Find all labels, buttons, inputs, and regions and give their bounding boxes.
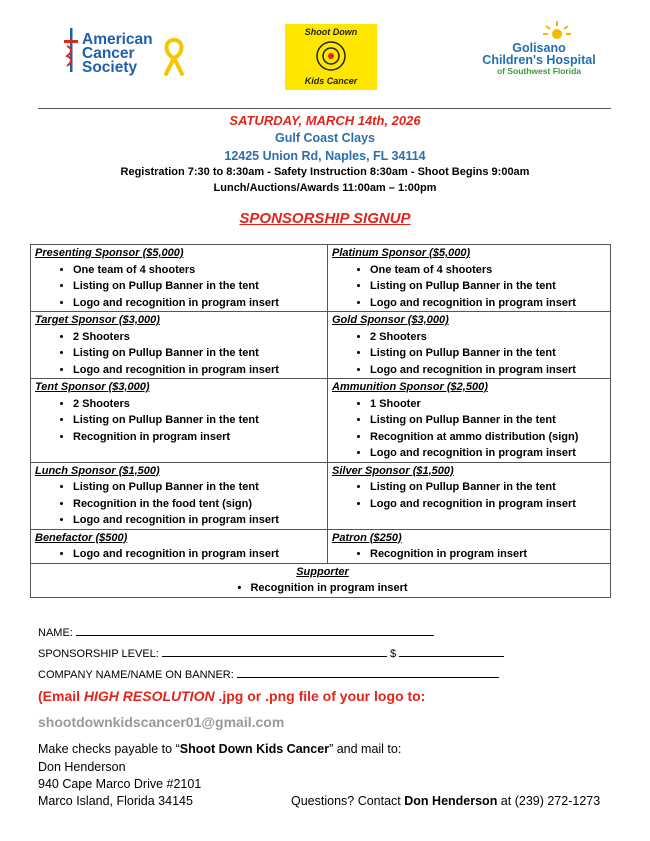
email-address[interactable]: shootdownkidscancer01@gmail.com: [38, 714, 285, 730]
benefit-item: • 2 Shooters: [73, 396, 327, 413]
sponsor-cell-target: Target Sponsor ($3,000) • 2 Shooters • Listing on Pullup Banner in the tent • Logo and recognition in program insert: [31, 312, 328, 379]
golisano-title: Golisano Children's Hospital: [482, 41, 596, 67]
benefit-item: • One team of 4 shooters: [370, 262, 610, 279]
email-instruction: (Email HIGH RESOLUTION .jpg or .png file of your logo to:: [38, 688, 426, 704]
contact-text: Questions? Contact Don Henderson at (239) 272-1273: [291, 794, 601, 808]
event-venue: Gulf Coast Clays: [274, 131, 376, 145]
sword-icon: [64, 28, 78, 76]
benefit-item: • Logo and recognition in program insert: [73, 546, 327, 563]
benefit-item: • Listing on Pullup Banner in the tent: [73, 479, 327, 496]
event-date: SATURDAY, MARCH 14th, 2026: [229, 113, 421, 128]
sponsor-cell-ammunition: Ammunition Sponsor ($2,500) • 1 Shooter • Listing on Pullup Banner in the tent • Recognition at ammo distribution (sign) • Logo and recognition in program insert: [328, 379, 611, 463]
sponsor-cell-silver: Silver Sponsor ($1,500) • Listing on Pullup Banner in the tent • Logo and recognition in program insert: [328, 462, 611, 529]
checks-payable-text: Make checks payable to “Shoot Down Kids Cancer” and mail to:: [38, 742, 402, 756]
benefit-item: • Logo and recognition in program insert: [370, 445, 610, 462]
benefit-item: • Listing on Pullup Banner in the tent: [370, 479, 610, 496]
supporter-item: • Recognition in program insert: [237, 582, 408, 594]
benefit-item: • Listing on Pullup Banner in the tent: [370, 345, 610, 362]
event-schedule-2: Lunch/Auctions/Awards 11:00am – 1:00pm: [213, 182, 437, 194]
benefit-item: • Logo and recognition in program insert: [370, 295, 610, 312]
benefit-item: • Listing on Pullup Banner in the tent: [73, 278, 327, 295]
shoot-down-kids-cancer-logo: Shoot Down Kids Cancer: [285, 24, 377, 90]
benefit-item: • 2 Shooters: [73, 329, 327, 346]
american-cancer-society-logo: American Cancer Society: [62, 24, 202, 80]
benefit-item: • 2 Shooters: [370, 329, 610, 346]
benefit-item: • Logo and recognition in program insert: [370, 362, 610, 379]
benefit-item: • Logo and recognition in program insert: [73, 512, 327, 529]
mail-street: 940 Cape Marco Drive #2101: [38, 777, 202, 791]
sponsorship-level-row: SPONSORSHIP LEVEL: $: [38, 646, 504, 660]
sponsorship-level-field[interactable]: [162, 646, 387, 657]
yellow-ribbon-icon: [162, 36, 186, 76]
sponsor-cell-gold: Gold Sponsor ($3,000) • 2 Shooters • Listing on Pullup Banner in the tent • Logo and recognition in program insert: [328, 312, 611, 379]
sponsor-cell-platinum: Platinum Sponsor ($5,000) • One team of 4 shooters • Listing on Pullup Banner in the tent • Logo and recognition in program insert: [328, 245, 611, 312]
amount-field[interactable]: [399, 646, 504, 657]
mail-city: Marco Island, Florida 34145: [38, 794, 193, 808]
sponsor-cell-benefactor: Benefactor ($500) • Logo and recognition in program insert: [31, 529, 328, 563]
benefit-item: • Recognition in program insert: [73, 429, 327, 446]
golisano-childrens-hospital-logo: Golisano Children's Hospital of Southwest Florida: [480, 22, 610, 86]
benefit-item: • Recognition in the food tent (sign): [73, 496, 327, 513]
sponsorship-title: SPONSORSHIP SIGNUP: [239, 210, 411, 227]
benefit-item: • Logo and recognition in program insert: [73, 295, 327, 312]
benefit-item: • Logo and recognition in program insert: [73, 362, 327, 379]
benefit-item: • Listing on Pullup Banner in the tent: [370, 278, 610, 295]
header-divider: [38, 108, 611, 109]
sponsorship-table: [30, 244, 611, 598]
benefit-item: • Listing on Pullup Banner in the tent: [370, 412, 610, 429]
benefit-item: • Recognition in program insert: [370, 546, 610, 563]
sponsor-cell-supporter: Supporter • Recognition in program insert: [31, 563, 611, 597]
benefit-item: • 1 Shooter: [370, 396, 610, 413]
benefit-item: • Recognition at ammo distribution (sign): [370, 429, 610, 446]
company-name-field[interactable]: [237, 667, 499, 678]
name-field-row: NAME:: [38, 625, 434, 639]
benefit-item: • Logo and recognition in program insert: [370, 496, 610, 513]
benefit-item: • Listing on Pullup Banner in the tent: [73, 412, 327, 429]
benefit-item: • Listing on Pullup Banner in the tent: [73, 345, 327, 362]
event-address: 12425 Union Rd, Naples, FL 34114: [224, 149, 426, 163]
benefit-item: • One team of 4 shooters: [73, 262, 327, 279]
mail-name: Don Henderson: [38, 760, 126, 774]
sponsor-cell-presenting: Presenting Sponsor ($5,000) • One team of 4 shooters • Listing on Pullup Banner in the tent • Logo and recognition in program insert: [31, 245, 328, 312]
name-field[interactable]: [76, 625, 434, 636]
sponsor-cell-patron: Patron ($250) • Recognition in program insert: [328, 529, 611, 563]
event-schedule-1: Registration 7:30 to 8:30am - Safety Instruction 8:30am - Shoot Begins 9:00am: [120, 166, 530, 178]
company-name-row: COMPANY NAME/NAME ON BANNER:: [38, 667, 499, 681]
sponsor-cell-tent: Tent Sponsor ($3,000) • 2 Shooters • Listing on Pullup Banner in the tent • Recognition in program insert: [31, 379, 328, 463]
sponsor-cell-lunch: Lunch Sponsor ($1,500) • Listing on Pullup Banner in the tent • Recognition in the food tent (sign) • Logo and recognition in program insert: [31, 462, 328, 529]
target-icon: [315, 40, 347, 72]
